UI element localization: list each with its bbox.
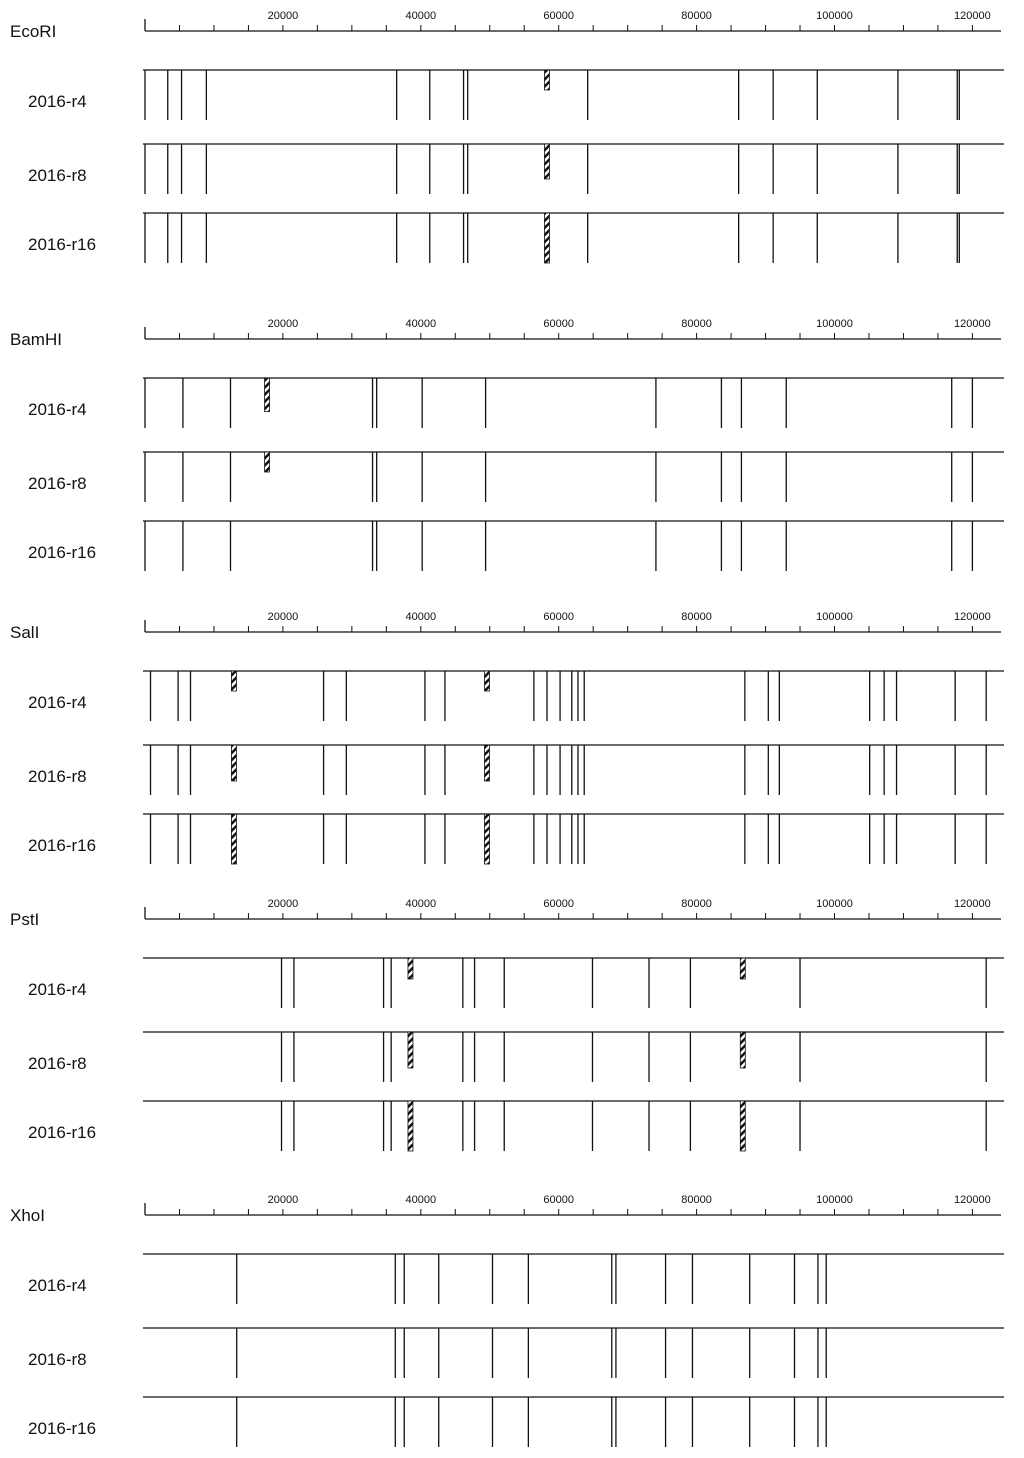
track-label: 2016-r4 — [28, 980, 87, 999]
track-2016-r16 — [28, 1101, 1004, 1151]
scale-axis — [145, 10, 1001, 31]
track-label: 2016-r8 — [28, 1054, 87, 1073]
axis-tick-label: 120000 — [954, 898, 991, 910]
axis-tick-label: 100000 — [816, 318, 853, 330]
track-2016-r8 — [28, 144, 1004, 194]
variable-band-marker — [544, 70, 549, 90]
variable-band-marker — [408, 958, 413, 979]
track-2016-r16 — [28, 814, 1004, 864]
track-2016-r16 — [28, 1397, 1004, 1447]
axis-tick-label: 100000 — [816, 10, 853, 22]
enzyme-label: PstI — [10, 910, 40, 929]
track-2016-r4 — [28, 958, 1004, 1008]
track-2016-r8 — [28, 452, 1004, 502]
axis-tick-label: 20000 — [267, 1194, 299, 1206]
scale-axis — [145, 318, 1001, 339]
axis-tick-label: 40000 — [405, 10, 437, 22]
variable-band-marker — [231, 814, 236, 864]
variable-band-marker — [544, 144, 549, 179]
axis-tick-label: 20000 — [267, 10, 299, 22]
axis-tick-label: 60000 — [543, 318, 574, 330]
track-label: 2016-r8 — [28, 474, 87, 493]
track-label: 2016-r4 — [28, 1276, 87, 1295]
variable-band-marker — [265, 378, 270, 412]
axis-tick-label: 100000 — [816, 898, 853, 910]
track-2016-r4 — [28, 378, 1004, 428]
variable-band-marker — [740, 1032, 745, 1068]
variable-band-marker — [231, 671, 236, 691]
axis-tick-label: 40000 — [405, 318, 437, 330]
variable-band-marker — [544, 213, 549, 263]
enzyme-panels — [10, 10, 1004, 1447]
panel-psti — [10, 898, 1004, 1151]
track-2016-r16 — [28, 521, 1004, 571]
track-2016-r4 — [28, 1254, 1004, 1304]
axis-tick-label: 20000 — [267, 318, 299, 330]
track-label: 2016-r4 — [28, 400, 87, 419]
enzyme-label: SalI — [10, 623, 40, 642]
panel-bamhi — [10, 318, 1004, 571]
axis-tick-label: 120000 — [954, 10, 991, 22]
axis-tick-label: 80000 — [681, 318, 712, 330]
axis-tick-label: 60000 — [543, 1194, 574, 1206]
axis-tick-label: 20000 — [267, 898, 299, 910]
track-label: 2016-r16 — [28, 543, 97, 562]
scale-axis — [145, 611, 1001, 632]
track-label: 2016-r8 — [28, 1350, 87, 1369]
axis-tick-label: 120000 — [954, 318, 991, 330]
track-label: 2016-r4 — [28, 92, 87, 111]
axis-tick-label: 120000 — [954, 1194, 991, 1206]
track-label: 2016-r4 — [28, 693, 87, 712]
axis-tick-label: 60000 — [543, 898, 574, 910]
track-2016-r8 — [28, 745, 1004, 795]
track-2016-r4 — [28, 70, 1004, 120]
variable-band-marker — [484, 745, 489, 781]
axis-tick-label: 80000 — [681, 10, 712, 22]
axis-tick-label: 40000 — [405, 1194, 437, 1206]
track-label: 2016-r16 — [28, 235, 97, 254]
axis-tick-label: 80000 — [681, 611, 712, 623]
variable-band-marker — [231, 745, 236, 781]
axis-tick-label: 100000 — [816, 1194, 853, 1206]
enzyme-label: EcoRI — [10, 22, 57, 41]
axis-tick-label: 100000 — [816, 611, 853, 623]
axis-tick-label: 120000 — [954, 611, 991, 623]
track-2016-r8 — [28, 1328, 1004, 1378]
panel-ecori — [10, 10, 1004, 263]
variable-band-marker — [484, 671, 489, 691]
axis-tick-label: 40000 — [405, 898, 437, 910]
variable-band-marker — [484, 814, 489, 864]
axis-tick-label: 60000 — [543, 611, 574, 623]
track-label: 2016-r8 — [28, 166, 87, 185]
variable-band-marker — [408, 1032, 413, 1068]
scale-axis — [145, 1194, 1001, 1215]
enzyme-label: XhoI — [10, 1206, 45, 1225]
track-label: 2016-r8 — [28, 767, 87, 786]
enzyme-label: BamHI — [10, 330, 62, 349]
variable-band-marker — [408, 1101, 413, 1151]
axis-tick-label: 20000 — [267, 611, 299, 623]
track-label: 2016-r16 — [28, 1419, 97, 1438]
track-label: 2016-r16 — [28, 1123, 97, 1142]
panel-xhoi — [10, 1194, 1004, 1447]
axis-tick-label: 80000 — [681, 1194, 712, 1206]
track-2016-r16 — [28, 213, 1004, 263]
track-label: 2016-r16 — [28, 836, 97, 855]
axis-tick-label: 40000 — [405, 611, 437, 623]
scale-axis — [145, 898, 1001, 919]
axis-tick-label: 60000 — [543, 10, 574, 22]
axis-tick-label: 80000 — [681, 898, 712, 910]
panel-sali — [10, 611, 1004, 864]
variable-band-marker — [740, 958, 745, 979]
variable-band-marker — [740, 1101, 745, 1151]
variable-band-marker — [265, 452, 270, 472]
track-2016-r4 — [28, 671, 1004, 721]
track-2016-r8 — [28, 1032, 1004, 1082]
